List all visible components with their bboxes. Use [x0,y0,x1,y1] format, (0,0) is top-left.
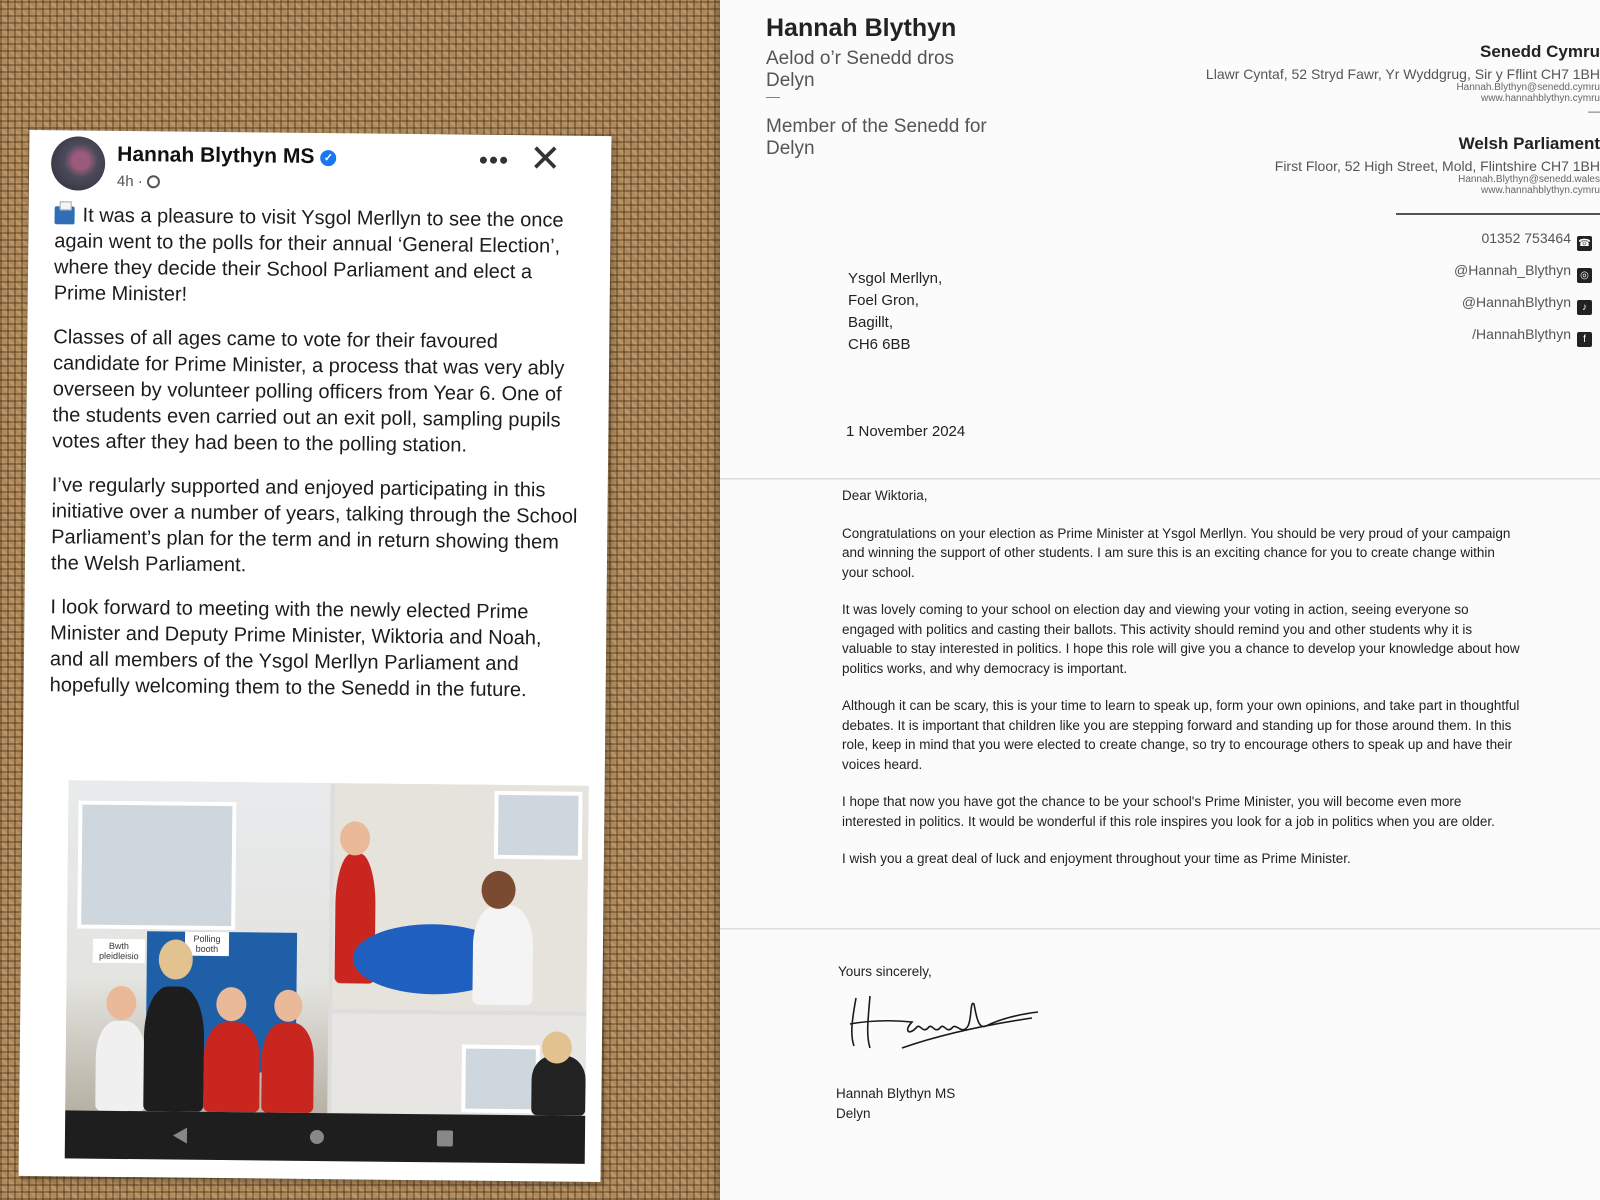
window [461,1045,540,1114]
post-paragraph: I’ve regularly supported and enjoyed participating in this initiative over a number of years, talking through the School Parliament’s plan for the term and in return showing them the Welsh Parliament. [50,474,578,577]
letterhead-welsh-title: Aelod o’r Senedd dros Delyn [766,48,955,91]
photo-polling-booth[interactable] [65,780,330,1113]
signoff: Yours sincerely, [838,964,932,979]
letterhead-name: Hannah Blythyn [766,14,957,42]
letter-paragraph: Although it can be scary, this is your time to learn to speak up, form your own opinions, and take part in thoughtful debates. It is important that children like you are stepping forward and standing up for those around them. In this role, keep in mind that you were elected to create change, so try to encourage others to speak up and have their voices heard. [842,698,1520,772]
address-english-line: First Floor, 52 High Street, Mold, Flintshire CH7 1BH [1274,158,1600,174]
poster-name-text: Hannah Blythyn MS [117,142,315,168]
address-welsh-title: Senedd Cymru [1480,42,1600,61]
post-paragraph: I look forward to meeting with the newly elected Prime Minister and Deputy Prime Minister, Wiktoria and Noah, and all members of the Ysgol Merllyn Parliament and hopefully welcoming them to the Senedd in the future. [49,596,542,702]
facebook-icon: f [1577,332,1592,347]
recipient-line: Bagillt, [848,314,894,331]
address-welsh-email[interactable]: Hannah.Blythyn@senedd.cymru [1456,82,1600,93]
address-welsh-web[interactable]: www.hannahblythyn.cymru [1481,93,1600,104]
adult-figure [531,1055,586,1116]
address-english [1275,134,1600,196]
post-time: 4h · [116,172,143,191]
photo-voting-table[interactable] [332,783,588,1012]
child-figure [203,1022,260,1113]
contact-twitter[interactable] [1462,294,1592,315]
child-head [340,821,370,855]
more-options-icon[interactable]: ••• [478,144,510,176]
child-head [274,990,302,1022]
letter-body [842,486,1522,887]
close-icon[interactable]: ✕ [529,138,562,181]
letter [720,0,1600,1200]
post-photo-collage[interactable] [65,780,588,1115]
child-figure [95,1021,146,1112]
recipient-line: Foel Gron, [848,292,919,309]
child-figure [261,1022,314,1113]
home-icon[interactable] [310,1130,324,1144]
avatar[interactable] [51,136,106,191]
post-paragraph [54,202,585,312]
address-english-web[interactable]: www.hannahblythyn.cymru [1481,185,1600,196]
contact-facebook-text: /HannahBlythyn [1472,326,1571,342]
address-english-title: Welsh Parliament [1458,134,1600,153]
back-icon[interactable] [173,1128,187,1144]
address-welsh [1206,42,1600,118]
phone-icon: ☎ [1578,238,1591,249]
contact-facebook[interactable] [1472,326,1592,347]
adult-figure [143,986,204,1112]
contact-instagram-text: @Hannah_Blythyn [1454,262,1571,278]
fold-line [720,478,1600,480]
child-figure [472,905,533,1006]
signed-name-block [836,1084,955,1124]
contact-phone[interactable] [1481,230,1592,251]
facebook-post-printout [19,130,612,1182]
letterhead-dash: — [766,88,780,104]
adult-head [542,1031,572,1063]
letter-paragraph: Congratulations on your election as Prime Minister at Ysgol Merllyn. You should be very proud of your campaign and winning the support of other students. I am sure this is an exciting chance for you to create change within your school. [842,525,1511,580]
android-navigation-bar [65,1110,585,1163]
verified-badge-icon: ✓ [320,150,336,166]
instagram-icon: ◎ [1577,268,1592,283]
recipient-line: CH6 6BB [848,336,911,353]
salutation: Dear Wiktoria, [842,488,928,503]
post-paragraph-text: It was a pleasure to visit Ysgol Merllyn to see the once again went to the polls for their annual ‘General Election’, where they decide their School Parliament and elect a Prime Minister! [53,204,564,306]
booth-sign-welsh: Bwth pleidleisio [93,939,145,964]
post-header [51,136,592,200]
contact-instagram[interactable] [1454,262,1592,283]
twitter-icon: ♪ [1577,300,1592,315]
letter-paragraph: I wish you a great deal of luck and enjoyment throughout your time as Prime Minister. [842,851,1351,866]
contact-phone-text: 01352 753464 [1481,230,1571,246]
poster-name[interactable] [117,143,336,169]
address-english-email[interactable]: Hannah.Blythyn@senedd.wales [1458,174,1600,185]
post-body [49,202,584,722]
window [494,791,583,860]
window [77,801,236,931]
ballot-box-icon [55,206,75,224]
signed-name: Hannah Blythyn MS [836,1086,956,1101]
letterhead-english-title: Member of the Senedd for Delyn [766,116,987,159]
post-meta [117,173,160,190]
address-dash: — [1588,104,1600,118]
signed-constituency: Delyn [836,1106,871,1121]
letter-paragraph: I hope that now you have got the chance to be your school's Prime Minister, you will become even more interested in politics. It would be wonderful if this role inspires you look for a job in politics when you are older. [842,794,1495,829]
contact-twitter-text: @HannahBlythyn [1461,294,1571,310]
child-head [481,871,515,909]
globe-icon [147,175,160,188]
letter-date: 1 November 2024 [846,423,966,440]
header-rule [1396,213,1600,215]
recipient-address [848,268,942,356]
recent-apps-icon[interactable] [437,1130,453,1146]
fold-line [720,928,1600,930]
child-head [106,986,136,1020]
post-paragraph: Classes of all ages came to vote for their favoured candidate for Prime Minister, a process that was very ably overseen by volunteer polling officers from Year 6. One of the students even carried out an exit poll, sampling pupils votes after they had been to the polling station. [52,326,565,457]
handwritten-signature [842,990,1042,1060]
letter-paragraph: It was lovely coming to your school on election day and viewing your voting in action, seeing everyone so engaged with politics and casting their ballots. This activity should remind you and other students why it is valuable to stay interested in politics. I hope this role will give you a chance to develop your knowledge about how politics works, and why democracy is important. [842,602,1520,676]
recipient-line: Ysgol Merllyn, [848,270,943,287]
photo-classroom[interactable] [331,1013,586,1116]
address-welsh-line: Llawr Cyntaf, 52 Stryd Fawr, Yr Wyddgrug, Sir y Fflint CH7 1BH [1205,66,1600,82]
booth-sign-english: Polling booth [185,932,229,956]
